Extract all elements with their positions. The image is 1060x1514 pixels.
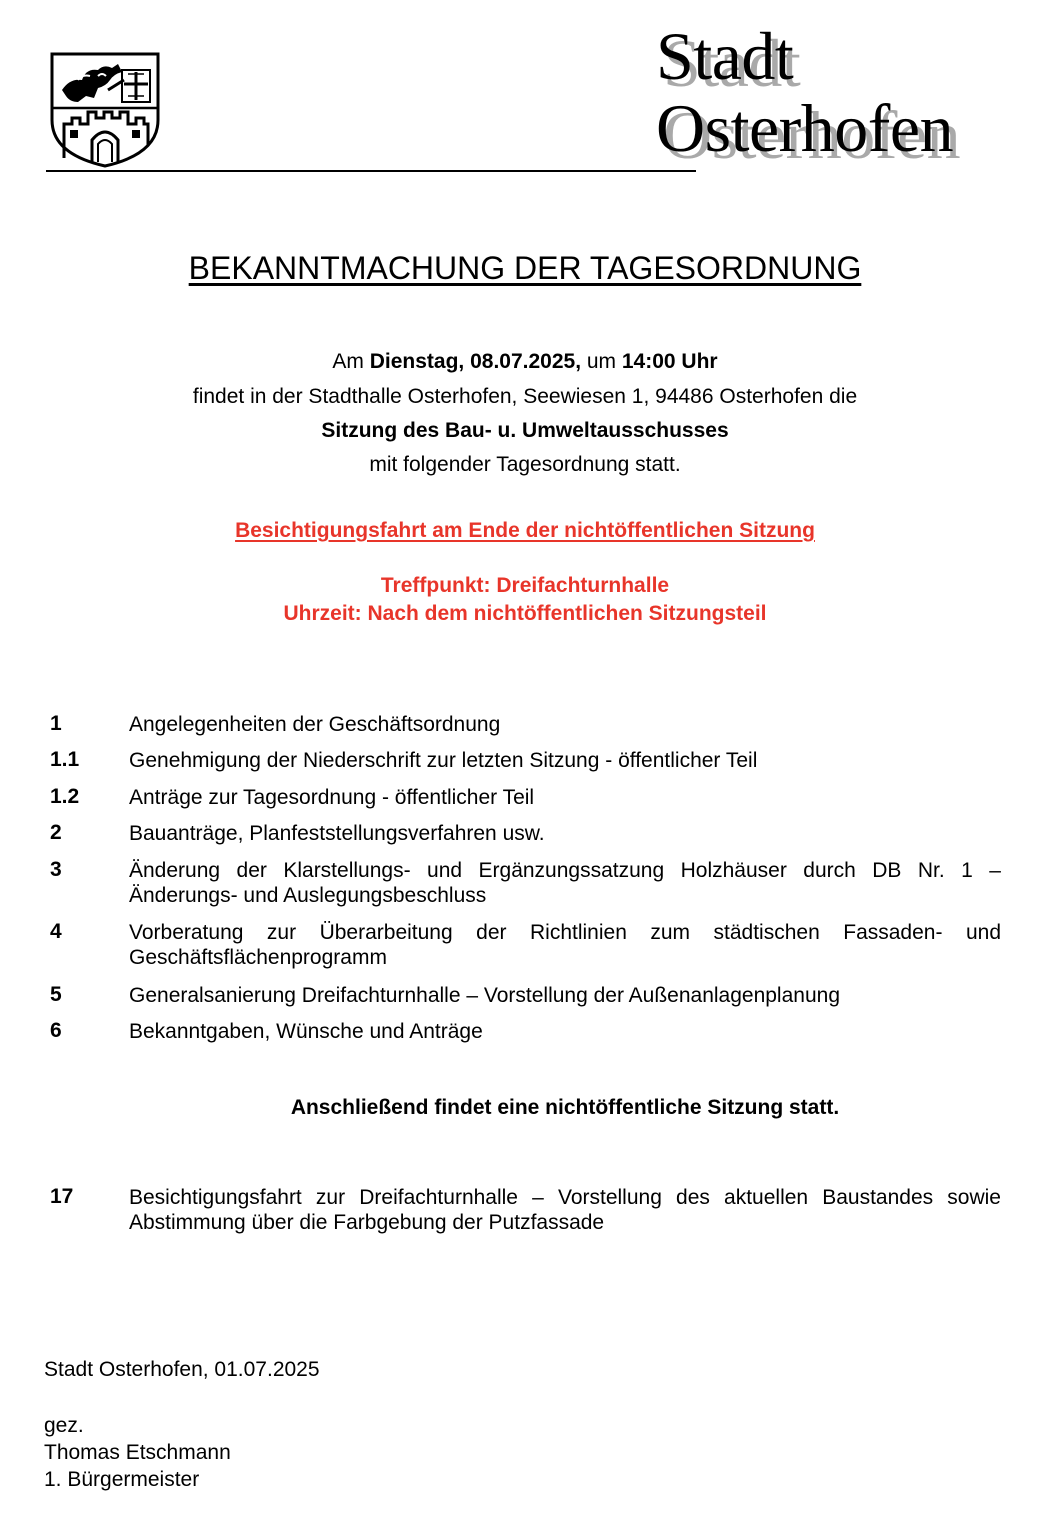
agenda-item-number: 17 <box>50 1185 74 1208</box>
header-rule <box>46 170 696 172</box>
non-public-notice: Anschließend findet eine nichtöffentliche Sitzung statt. <box>290 1096 840 1119</box>
agenda-item-text: Generalsanierung Dreifachturnhalle – Vorstellung der Außenanlagenplanung <box>129 984 840 1007</box>
agenda-intro-line: mit folgender Tagesordnung statt. <box>369 453 681 476</box>
agenda-item-number: 5 <box>50 983 62 1006</box>
signatory-name: Thomas Etschmann <box>44 1441 231 1464</box>
am-label: Am <box>332 350 370 373</box>
meeting-time: 14:00 Uhr <box>621 350 718 373</box>
agenda-item-number: 3 <box>50 858 62 881</box>
trip-time: Uhrzeit: Nach dem nichtöffentlichen Sitzungsteil <box>283 602 767 625</box>
agenda-item-text: Angelegenheiten der Geschäftsordnung <box>129 713 501 736</box>
agenda-item-text: Genehmigung der Niederschrift zur letzten Sitzung - öffentlicher Teil <box>129 749 758 772</box>
agenda-item-text: Anträge zur Tagesordnung - öffentlicher Teil <box>129 786 535 809</box>
meeting-date-line <box>0 350 1050 374</box>
meeting-day-date: Dienstag, 08.07.2025, <box>369 350 582 373</box>
trip-notice <box>0 519 1050 543</box>
document-title: BEKANNTMACHUNG DER TAGESORDNUNG <box>188 250 862 286</box>
session-name: Sitzung des Bau- u. Umweltausschusses <box>321 419 729 442</box>
agenda-item-text: Bekanntgaben, Wünsche und Anträge <box>129 1020 483 1043</box>
agenda-item-number: 1 <box>50 712 62 735</box>
signed-label: gez. <box>44 1414 84 1437</box>
agenda-item-text: Besichtigungsfahrt zur Dreifachturnhalle – Vorstellung des aktuellen Baustandes sowie Abstimmung über die Farbgebung der Putzfassade <box>129 1186 1001 1234</box>
agenda-item-text: Vorberatung zur Überarbeitung der Richtlinien zum städtischen Fassaden- und Geschäftsflächenprogramm <box>129 921 1001 969</box>
trip-notice-text: Besichtigungsfahrt am Ende der nichtöffentlichen Sitzung <box>235 519 815 542</box>
agenda-item-text: Bauanträge, Planfeststellungsverfahren usw. <box>129 822 545 845</box>
place-date: Stadt Osterhofen, 01.07.2025 <box>44 1358 320 1381</box>
agenda-item-number: 2 <box>50 821 62 844</box>
meeting-location-line: findet in der Stadthalle Osterhofen, Seewiesen 1, 94486 Osterhofen die <box>192 385 858 408</box>
agenda-item-number: 4 <box>50 920 62 943</box>
agenda-item-number: 6 <box>50 1019 62 1042</box>
agenda-item-number: 1.1 <box>50 748 80 771</box>
agenda-item-number: 1.2 <box>50 785 80 808</box>
city-name-line1: Stadt <box>656 18 794 94</box>
city-coat-of-arms-icon <box>48 50 162 168</box>
um-label: um <box>581 350 622 373</box>
agenda-item-text: Änderung der Klarstellungs- und Ergänzungssatzung Holzhäuser durch DB Nr. 1 – Änderungs- und Auslegungsbeschluss <box>129 859 1001 907</box>
city-name-line2: Osterhofen <box>656 90 954 166</box>
signatory-role: 1. Bürgermeister <box>44 1468 200 1491</box>
meeting-point: Treffpunkt: Dreifachturnhalle <box>380 574 670 597</box>
